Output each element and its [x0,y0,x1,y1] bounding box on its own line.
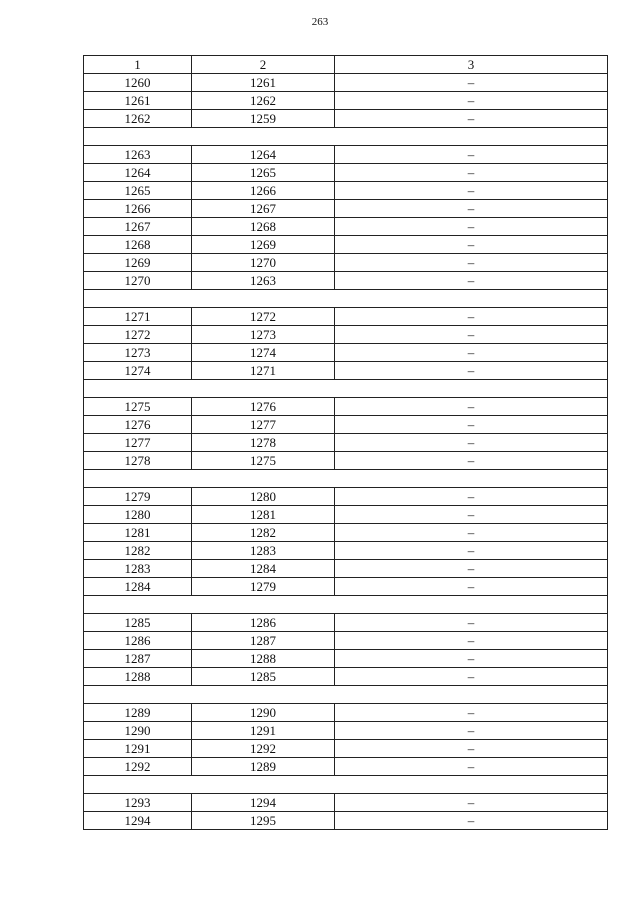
table-cell-col-2: 1276 [192,398,335,416]
table-cell-col-1: 1265 [84,182,192,200]
group-separator-cell [84,128,608,146]
table-cell-col-3: – [335,434,608,452]
table-row [84,632,608,650]
table-cell-col-2: 1286 [192,614,335,632]
table-cell-col-2: 1279 [192,578,335,596]
table-cell-col-3: – [335,794,608,812]
column-header-1: 1 [84,56,192,74]
table-cell-col-3: – [335,398,608,416]
table-cell-col-2: 1282 [192,524,335,542]
table-cell-col-1: 1272 [84,326,192,344]
table-cell-col-3: – [335,308,608,326]
table-row [84,146,608,164]
data-table [83,55,608,830]
group-separator-cell [84,776,608,794]
table-cell-col-1: 1267 [84,218,192,236]
table-cell-col-2: 1269 [192,236,335,254]
table-cell-col-1: 1280 [84,506,192,524]
table-cell-col-3: – [335,524,608,542]
table-cell-col-1: 1293 [84,794,192,812]
table-cell-col-2: 1281 [192,506,335,524]
table-row [84,398,608,416]
table-body [84,74,608,830]
table-cell-col-3: – [335,542,608,560]
table-row [84,794,608,812]
table-cell-col-2: 1290 [192,704,335,722]
table-row [84,326,608,344]
table-row [84,218,608,236]
table-cell-col-3: – [335,722,608,740]
table-cell-col-1: 1294 [84,812,192,830]
table-row [84,254,608,272]
group-separator-cell [84,596,608,614]
table-cell-col-2: 1264 [192,146,335,164]
table-cell-col-1: 1266 [84,200,192,218]
table-cell-col-1: 1262 [84,110,192,128]
table-row [84,722,608,740]
table-cell-col-2: 1259 [192,110,335,128]
group-separator-row [84,128,608,146]
table-row [84,272,608,290]
table-row [84,488,608,506]
table-cell-col-3: – [335,182,608,200]
table-cell-col-1: 1277 [84,434,192,452]
table-cell-col-2: 1287 [192,632,335,650]
table-row [84,362,608,380]
table-cell-col-1: 1274 [84,362,192,380]
table-cell-col-2: 1278 [192,434,335,452]
table-cell-col-3: – [335,236,608,254]
table-cell-col-3: – [335,812,608,830]
table-row [84,740,608,758]
table-cell-col-2: 1270 [192,254,335,272]
table-cell-col-2: 1284 [192,560,335,578]
table-cell-col-1: 1279 [84,488,192,506]
table-cell-col-3: – [335,488,608,506]
table-cell-col-1: 1290 [84,722,192,740]
table-cell-col-3: – [335,218,608,236]
table-cell-col-3: – [335,668,608,686]
table-cell-col-2: 1268 [192,218,335,236]
table-row [84,542,608,560]
table-cell-col-1: 1263 [84,146,192,164]
table-row [84,110,608,128]
table-cell-col-1: 1285 [84,614,192,632]
table-cell-col-3: – [335,146,608,164]
table-row [84,74,608,92]
table-cell-col-1: 1291 [84,740,192,758]
table-cell-col-2: 1272 [192,308,335,326]
table-cell-col-1: 1287 [84,650,192,668]
table-cell-col-2: 1289 [192,758,335,776]
table-cell-col-3: – [335,344,608,362]
table-cell-col-2: 1263 [192,272,335,290]
group-separator-row [84,380,608,398]
table-cell-col-2: 1274 [192,344,335,362]
group-separator-row [84,290,608,308]
table-row [84,578,608,596]
column-header-3: 3 [335,56,608,74]
table-cell-col-2: 1275 [192,452,335,470]
table-cell-col-3: – [335,326,608,344]
table-row [84,236,608,254]
table-cell-col-3: – [335,506,608,524]
table-cell-col-1: 1275 [84,398,192,416]
table-cell-col-3: – [335,164,608,182]
table-cell-col-3: – [335,632,608,650]
group-separator-row [84,470,608,488]
table-cell-col-2: 1277 [192,416,335,434]
table-cell-col-2: 1265 [192,164,335,182]
table-cell-col-2: 1294 [192,794,335,812]
table-cell-col-1: 1282 [84,542,192,560]
table-cell-col-1: 1260 [84,74,192,92]
table-cell-col-2: 1271 [192,362,335,380]
table-cell-col-3: – [335,758,608,776]
table-cell-col-3: – [335,362,608,380]
table-row [84,344,608,362]
table-cell-col-1: 1270 [84,272,192,290]
table-cell-col-2: 1267 [192,200,335,218]
table-cell-col-2: 1291 [192,722,335,740]
column-header-2: 2 [192,56,335,74]
table-row [84,200,608,218]
table-cell-col-1: 1271 [84,308,192,326]
table-row [84,506,608,524]
table-row [84,92,608,110]
table-cell-col-2: 1288 [192,650,335,668]
table-cell-col-3: – [335,110,608,128]
table-cell-col-2: 1266 [192,182,335,200]
table-cell-col-3: – [335,740,608,758]
table-cell-col-3: – [335,704,608,722]
table-cell-col-2: 1280 [192,488,335,506]
table-row [84,758,608,776]
table-cell-col-2: 1285 [192,668,335,686]
table-cell-col-1: 1278 [84,452,192,470]
table-row [84,668,608,686]
table-row [84,452,608,470]
table-row [84,650,608,668]
table-cell-col-2: 1283 [192,542,335,560]
table-row [84,434,608,452]
table-cell-col-2: 1295 [192,812,335,830]
table-cell-col-3: – [335,200,608,218]
table-cell-col-2: 1262 [192,92,335,110]
table-row [84,614,608,632]
table-cell-col-2: 1273 [192,326,335,344]
table-cell-col-2: 1261 [192,74,335,92]
table-row [84,524,608,542]
table-row [84,308,608,326]
table-cell-col-3: – [335,650,608,668]
group-separator-row [84,776,608,794]
table-cell-col-1: 1261 [84,92,192,110]
table-row [84,416,608,434]
table-header-row [84,56,608,74]
table-row [84,164,608,182]
table-cell-col-1: 1273 [84,344,192,362]
table-cell-col-3: – [335,416,608,434]
group-separator-cell [84,380,608,398]
group-separator-cell [84,470,608,488]
table-cell-col-1: 1292 [84,758,192,776]
table-cell-col-3: – [335,578,608,596]
table-cell-col-3: – [335,254,608,272]
table-cell-col-1: 1264 [84,164,192,182]
table-cell-col-1: 1286 [84,632,192,650]
table-row [84,182,608,200]
table-cell-col-1: 1284 [84,578,192,596]
table-cell-col-3: – [335,92,608,110]
table-cell-col-3: – [335,452,608,470]
table-cell-col-3: – [335,272,608,290]
table-cell-col-3: – [335,560,608,578]
table-cell-col-1: 1283 [84,560,192,578]
table-cell-col-1: 1281 [84,524,192,542]
table-cell-col-2: 1292 [192,740,335,758]
table-cell-col-1: 1268 [84,236,192,254]
group-separator-row [84,596,608,614]
table-row [84,704,608,722]
page-number: 263 [311,16,329,28]
table-cell-col-3: – [335,74,608,92]
table-cell-col-1: 1289 [84,704,192,722]
group-separator-cell [84,686,608,704]
table-cell-col-3: – [335,614,608,632]
table-cell-col-1: 1288 [84,668,192,686]
table-cell-col-1: 1269 [84,254,192,272]
group-separator-row [84,686,608,704]
table-row [84,812,608,830]
table-cell-col-1: 1276 [84,416,192,434]
table-row [84,560,608,578]
group-separator-cell [84,290,608,308]
